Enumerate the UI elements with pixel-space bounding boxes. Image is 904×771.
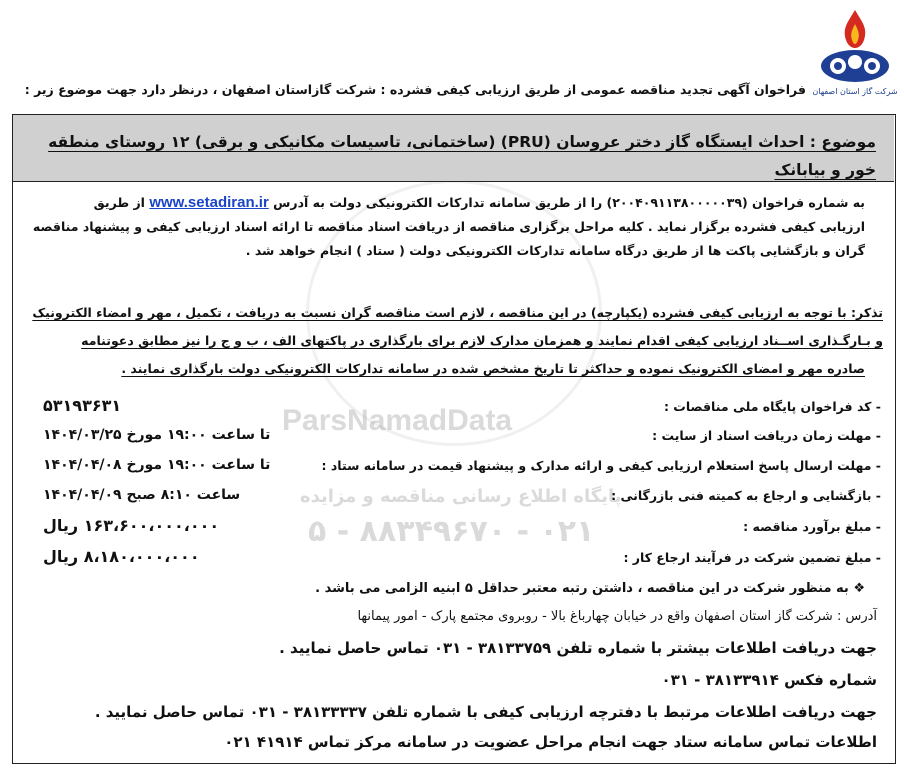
notice-frame (12, 114, 896, 764)
fax-number: شماره فکس ۳۸۱۳۳۹۱۴ - ۰۳۱ (661, 671, 877, 689)
item-value-tender-code: ۵۳۱۹۳۶۳۱ (43, 396, 122, 415)
intro-line-2: ارزیابی کیفی فشرده برگزار نماید . کلیه مراحل برگزاری مناقصه از دریافت اسناد مناقصه تا ارائه اسناد ارزیابی کیفی و پیشنهاد مناقصه (32, 219, 865, 234)
item-label-tender-code: - کد فراخوان پایگاه ملی مناقصات : (663, 399, 881, 414)
item-mid-submission-deadline: تا ساعت ۱۹:۰۰ مورخ ۱۴۰۴/۰۴/۰۸ (43, 457, 271, 473)
item-value-guarantee: ۸،۱۸۰،۰۰۰،۰۰۰ ریال (43, 547, 200, 566)
company-address: آدرس : شرکت گاز استان اصفهان واقع در خیابان چهارباغ بالا - روبروی مجتمع پارک - امور پیمانها (357, 609, 877, 624)
note-line-1: تذکر: با توجه به ارزیابی کیفی فشرده (یکپارچه) در این مناقصه ، لازم است مناقصه گران نسبت به دریافت ، تکمیل ، مهر و امضاء الکترونیک (32, 305, 883, 320)
item-value-estimate: ۱۶۳،۶۰۰،۰۰۰،۰۰۰ ریال (43, 516, 220, 535)
watermark-tagline: پایگاه اطلاع رسانی مناقصه و مزایده (300, 486, 622, 507)
info-phone: جهت دریافت اطلاعات بیشتر با شماره تلفن ۳۸۱۳۳۷۵۹ - ۰۳۱ تماس حاصل نمایید . (279, 639, 877, 657)
subject-box (13, 115, 894, 182)
grade-requirement: ❖ به منظور شرکت در این مناقصه ، داشتن رتبه معتبر حداقل ۵ ابنیه الزامی می باشد . (315, 581, 865, 596)
intro-text-pre: به شماره فراخوان (۲۰۰۴۰۹۱۱۳۸۰۰۰۰۰۳۹) را از طریق سامانه تدارکات الکترونیکی دولت به آدرس (273, 195, 865, 210)
item-label-doc-deadline: - مهلت زمان دریافت اسناد از سایت : (652, 428, 881, 443)
note-line-2: و بـارگـذاری اســناد ارزیابی کیفی اقدام نمایند و همزمان مدارک لازم برای بارگذاری در پاکتهای الف ، ب و ج را نیز مطابق دعوتنامه (81, 333, 883, 348)
item-label-opening: - بازگشایی و ارجاع به کمیته فنی بازرگانی : (611, 488, 881, 503)
setad-contact: اطلاعات تماس سامانه ستاد جهت انجام مراحل عضویت در سامانه مرکز تماس ۴۱۹۱۴ ۰۲۱ (224, 733, 877, 751)
subject-title: موضوع : احداث ایستگاه گاز دختر عروسان (PRU) (ساختمانی، تاسیسات مکانیکی و برقی) ۱۲ روستای منطقه خور و بیابانک (48, 133, 876, 179)
intro-line-3: گران و بازگشایی پاکت ها از طریق درگاه سامانه تدارکات الکترونیکی دولت ( ستاد ) انجام خواهد شد . (245, 243, 865, 258)
item-label-guarantee: - مبلغ تضمین شرکت در فرآیند ارجاع کار : (623, 550, 881, 565)
intro-text-post: از طریق (93, 195, 145, 210)
intro-line-1 (25, 193, 865, 213)
watermark-brand: ParsNamadData (282, 404, 513, 437)
item-label-submission-deadline: - مهلت ارسال پاسخ استعلام ارزیابی کیفی و ارائه مدارک و پیشنهاد قیمت در سامانه ستاد : (321, 458, 881, 473)
item-label-estimate: - مبلغ برآورد مناقصه : (743, 519, 881, 534)
setadiran-link[interactable]: www.setadiran.ir (149, 194, 269, 211)
flame-logo-icon (818, 6, 892, 86)
item-mid-opening: ساعت ۸:۱۰ صبح ۱۴۰۴/۰۴/۰۹ (43, 487, 241, 503)
quality-info-phone: جهت دریافت اطلاعات مرتبط با دفترچه ارزیابی کیفی با شماره تلفن ۳۸۱۳۳۳۳۷ - ۰۳۱ تماس حاصل نمایید . (94, 703, 877, 721)
gas-company-logo (814, 6, 896, 106)
notice-header: فراخوان آگهی تجدید مناقصه عمومی از طریق ارزیابی کیفی فشرده : شرکت گازاستان اصفهان ، درنظر دارد جهت موضوع زیر : (24, 82, 806, 97)
note-line-3: صادره مهر و امضای الکترونیک نموده و حداکثر تا تاریخ مشخص شده در سامانه تدارکات الکترونیکی دولت بارگذاری نمایند . (121, 361, 865, 376)
item-mid-doc-deadline: تا ساعت ۱۹:۰۰ مورخ ۱۴۰۴/۰۳/۲۵ (43, 427, 271, 443)
watermark-phone: ۰۲۱ - ۸۸۳۴۹۶۷۰ - ۵ (308, 514, 595, 549)
logo-caption: شرکت گاز استان اصفهان (812, 87, 898, 96)
